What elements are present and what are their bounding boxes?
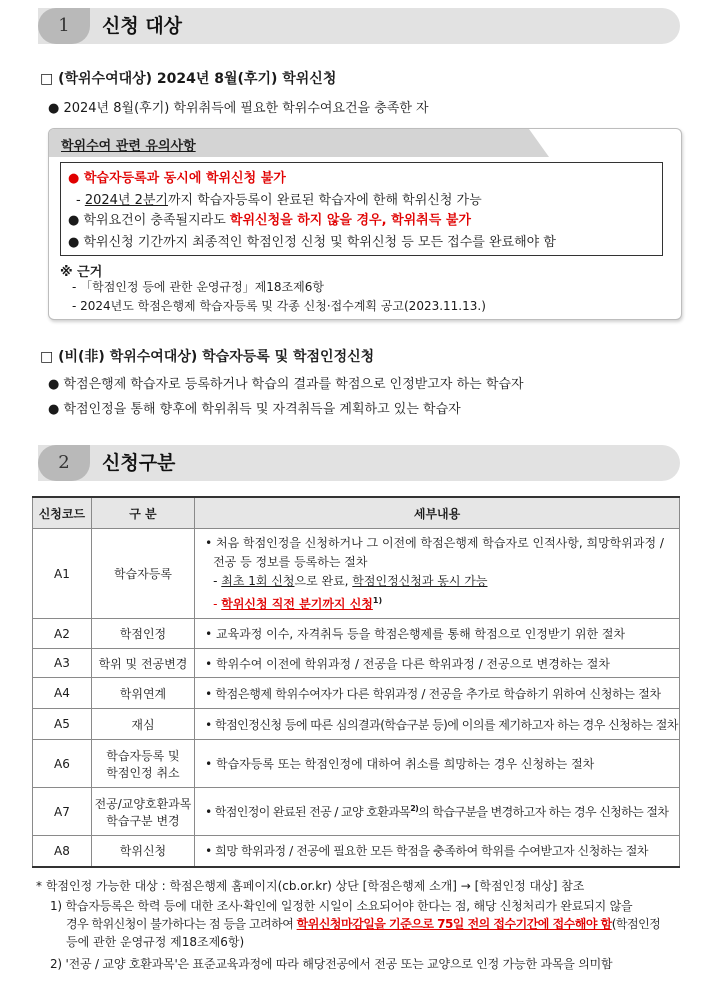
footnote-1-line-3: 등에 관한 운영규정 제18조제6항) — [66, 935, 245, 949]
application-type-table — [32, 496, 680, 868]
row-code: A5 — [33, 709, 92, 740]
section-number: 1 — [38, 8, 90, 44]
target-non-degree-heading: □ (비(非) 학위수여대상) 학습자등록 및 학점인정신청 — [40, 349, 375, 365]
row-detail — [195, 529, 680, 619]
section-header-2 — [38, 445, 680, 481]
underlined-text: 2024년 2분기 — [84, 193, 168, 208]
table-row — [33, 678, 680, 709]
category-line: 학습구분 변경 — [106, 813, 180, 828]
row-category: 학위신청 — [91, 836, 194, 867]
header-category: 구 분 — [91, 497, 194, 529]
row-detail: • 학위수여 이전에 학위과정 / 전공을 다른 학위과정 / 전공으로 변경하는 절차 — [195, 649, 680, 678]
text: 의 학습구분을 변경하고자 하는 경우 신청하는 절차 — [418, 805, 669, 819]
row-detail: • 교육과정 이수, 자격취득 등을 학점은행제를 통해 학점으로 인정받기 위한 절차 — [195, 619, 680, 649]
row-detail: • 학습자등록 또는 학점인정에 대하여 취소를 희망하는 경우 신청하는 절차 — [195, 740, 680, 788]
footnote-star: * 학점인정 가능한 대상 : 학점은행제 홈페이지(cb.or.kr) 상단 [학점은행제 소개] → [학점인정 대상] 참조 — [36, 879, 585, 893]
row-code: A1 — [33, 529, 92, 619]
notice-item-1: ● 학습자등록과 동시에 학위신청 불가 — [68, 171, 286, 186]
footnote-2: 2) '전공 / 교양 호환과목'은 표준교육과정에 따라 해당전공에서 전공 또는 교양으로 인정 가능한 과목을 의미함 — [50, 957, 613, 971]
row-category: 학위연계 — [91, 678, 194, 709]
row-category: 학점인정 — [91, 619, 194, 649]
row-detail — [195, 788, 680, 836]
target-non-degree-bullet-1: ● 학점은행제 학습자로 등록하거나 학습의 결과를 학점으로 인정받고자 하는 학습자 — [48, 377, 524, 392]
row-category: 재심 — [91, 709, 194, 740]
text: - — [76, 193, 85, 208]
detail-line — [205, 591, 678, 614]
text: - — [213, 596, 222, 611]
notice-item-3: ● 학위신청 기간까지 최종적인 학점인정 신청 및 학위신청 등 모든 접수를 완료해야 함 — [68, 235, 556, 250]
text: 까지 학습자등록이 완료된 학습자에 한해 학위신청 가능 — [168, 193, 482, 208]
section-header-1 — [38, 8, 680, 44]
row-detail: • 학점은행제 학위수여자가 다른 학위과정 / 전공을 추가로 학습하기 위하여 신청하는 절차 — [195, 678, 680, 709]
table-row — [33, 788, 680, 836]
footnote-marker: 2) — [410, 804, 419, 813]
detail-line — [205, 572, 678, 591]
table-row — [33, 740, 680, 788]
footnote-1-line-2 — [66, 915, 660, 932]
row-code: A4 — [33, 678, 92, 709]
table-header-row — [33, 497, 680, 529]
table-row — [33, 529, 680, 619]
warning-text: 학위신청 직전 분기까지 신청 — [221, 596, 373, 611]
category-line: 학습자등록 및 — [106, 748, 180, 763]
text: ● 학위요건이 충족될지라도 — [68, 213, 230, 228]
section-title: 신청 대상 — [102, 15, 183, 37]
row-category — [91, 740, 194, 788]
row-category — [91, 788, 194, 836]
row-detail: • 희망 학위과정 / 전공에 필요한 모든 학점을 충족하여 학위를 수여받고자 신청하는 절차 — [195, 836, 680, 867]
target-degree-bullet: ● 2024년 8월(후기) 학위취득에 필요한 학위수여요건을 충족한 자 — [48, 101, 429, 116]
underlined-text: 학점인정신청과 동시 가능 — [352, 573, 488, 588]
section-number: 2 — [38, 445, 90, 481]
header-code: 신청코드 — [33, 497, 92, 529]
row-category: 학습자등록 — [91, 529, 194, 619]
row-category: 학위 및 전공변경 — [91, 649, 194, 678]
row-code: A7 — [33, 788, 92, 836]
footnote-1-line-1: 1) 학습자등록은 학력 등에 대한 조사·확인에 일정한 시일이 소요되어야 한다는 점, 해당 신청처리가 완료되지 않을 — [50, 899, 633, 913]
notice-item-2 — [68, 209, 471, 228]
target-degree-heading: □ (학위수여대상) 2024년 8월(후기) 학위신청 — [40, 71, 337, 87]
warning-text: 학위신청을 하지 않을 경우, 학위취득 불가 — [229, 213, 471, 228]
category-line: 전공/교양호환과목 — [94, 796, 192, 811]
notice-item-1-sub — [76, 189, 482, 208]
text: (학점인정 — [611, 917, 661, 931]
table-row — [33, 709, 680, 740]
warning-text: 학위신청마감일을 기준으로 75일 전의 접수기간에 접수해야 함 — [296, 917, 612, 931]
table-row — [33, 836, 680, 867]
header-detail: 세부내용 — [195, 497, 680, 529]
detail-line: 전공 등 정보를 등록하는 절차 — [213, 554, 368, 569]
target-non-degree-bullet-2: ● 학점인정을 통해 향후에 학위취득 및 자격취득을 계획하고 있는 학습자 — [48, 402, 461, 417]
text: - — [213, 573, 222, 588]
text: • 학점인정이 완료된 전공 / 교양 호환과목 — [205, 805, 411, 819]
row-code: A2 — [33, 619, 92, 649]
row-code: A8 — [33, 836, 92, 867]
row-code: A3 — [33, 649, 92, 678]
notice-title: 학위수여 관련 유의사항 — [61, 139, 196, 154]
basis-2: - 2024년도 학점은행제 학습자등록 및 각종 신청·접수계획 공고(2023.11.13.) — [72, 299, 486, 313]
table-row — [33, 649, 680, 678]
row-code: A6 — [33, 740, 92, 788]
basis-title: ※ 근거 — [60, 265, 103, 280]
basis-1: - 「학점인정 등에 관한 운영규정」제18조제6항 — [72, 280, 324, 294]
section-title: 신청구분 — [102, 452, 176, 474]
detail-line: • 처음 학점인정을 신청하거나 그 이전에 학점은행제 학습자로 인적사항, 희망학위과정 / — [205, 535, 664, 550]
underlined-text: 최초 1회 신청 — [221, 573, 295, 588]
text: 경우 학위신청이 불가하다는 점 등을 고려하여 — [66, 917, 297, 931]
category-line: 학점인정 취소 — [106, 765, 180, 780]
footnote-marker: 1) — [372, 595, 383, 605]
text: 으로 완료, — [294, 573, 353, 588]
table-row — [33, 619, 680, 649]
row-detail: • 학점인정신청 등에 따른 심의결과(학습구분 등)에 이의를 제기하고자 하는 경우 신청하는 절차 — [195, 709, 680, 740]
